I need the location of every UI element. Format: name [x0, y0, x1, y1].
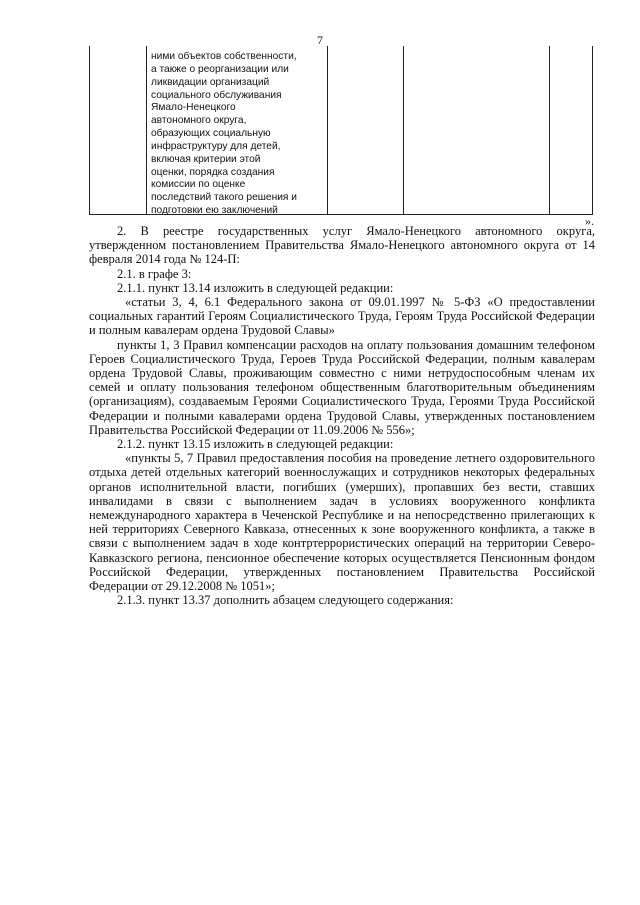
table-cell-line: а также о реорганизации или — [151, 63, 289, 75]
paragraph-2-1-2: 2.1.2. пункт 13.15 изложить в следующей редакции: — [117, 437, 394, 452]
table-cell-line: инфраструктуру для детей, — [151, 140, 281, 152]
table-cell-line: социального обслуживания — [151, 89, 282, 101]
closing-quote: ». — [585, 214, 594, 228]
table-cell-text — [151, 51, 331, 218]
paragraph-quote-allowance: «пункты 5, 7 Правил предоставления пособия на проведение летнего оздоровительного отдыха детей отдельных категорий военнослужащих и сотрудников некоторых федеральных органов исполнительной власти, погибших (умерших), пропавших без вести, ставших инвалидами в связи с выполнением задач в условиях вооруженного конфликта немеждународного характера в Чеченской Республике и на непосредственно прилегающих к ней территориях Северного Кавказа, отнесенных к зоне вооруженного конфликта, а также в связи с выполнением задач в ходе контртеррористических операций на территории Северо-Кавказского региона, пенсионное обеспечение которых осуществляется Пенсионным фондом Российской Федерации, утвержденных постановлением Правительства Российской Федерации от 29.12.2008 № 1051»; — [89, 451, 595, 594]
table-cell-line: автономного округа, — [151, 115, 247, 127]
paragraph-telephone-rules: пункты 1, 3 Правил компенсации расходов на оплату пользования домашним телефоном Героев Социалистического Труда, Героев Труда Российской Федерации, полным кавалерам ордена Трудовой Славы, проживающим совместно с ними нетрудоспособным членам их семей и оплату пользования телефоном общественным благотворительным объединениям (организациям), создаваемым Героями Социалистического Труда, Героями Труда Российской Федерации и полными кавалерами ордена Трудовой Славы, утвержденных постановлением Правительства Российской Федерации от 11.09.2006 № 556»; — [89, 337, 595, 437]
table-cell-line: ликвидации организаций — [151, 76, 270, 88]
paragraph-registry: 2. В реестре государственных услуг Ямало-Ненецкого автономного округа, утвержденном постановлением Правительства Ямало-Ненецкого автономного округа от 14 февраля 2014 года № 124-П: — [89, 224, 595, 267]
paragraph-2-1-3: 2.1.3. пункт 13.37 дополнить абзацем следующего содержания: — [117, 593, 454, 608]
table-column-divider — [146, 46, 147, 214]
table-cell-line: комиссии по оценке — [151, 179, 246, 191]
paragraph-2-1-1: 2.1.1. пункт 13.14 изложить в следующей редакции: — [117, 280, 394, 295]
table-cell-line: Ямало-Ненецкого — [151, 102, 236, 114]
table-cell-line: подготовки ею заключений — [151, 205, 278, 217]
table-cell-line: ними объектов собственности, — [151, 51, 297, 62]
table-cell-line: последствий такого решения и — [151, 192, 297, 204]
paragraph-2-1: 2.1. в графе 3: — [117, 266, 192, 281]
table-cell-line: включая критерии этой — [151, 153, 261, 165]
page-number: 7 — [317, 33, 323, 47]
table-cell-line: оценки, порядка создания — [151, 166, 275, 178]
paragraph-quote-law: «статьи 3, 4, 6.1 Федерального закона от 09.01.1997 № 5-ФЗ «О предоставлении социальных гарантий Героям Социалистического Труда, Героям Труда Российской Федерации и полным кавалерам ордена Трудовой Славы» — [89, 295, 595, 338]
table-fragment — [89, 46, 593, 215]
table-column-divider — [403, 46, 404, 214]
document-body — [89, 224, 595, 607]
table-cell-line: образующих социальную — [151, 128, 271, 140]
table-column-divider — [549, 46, 550, 214]
